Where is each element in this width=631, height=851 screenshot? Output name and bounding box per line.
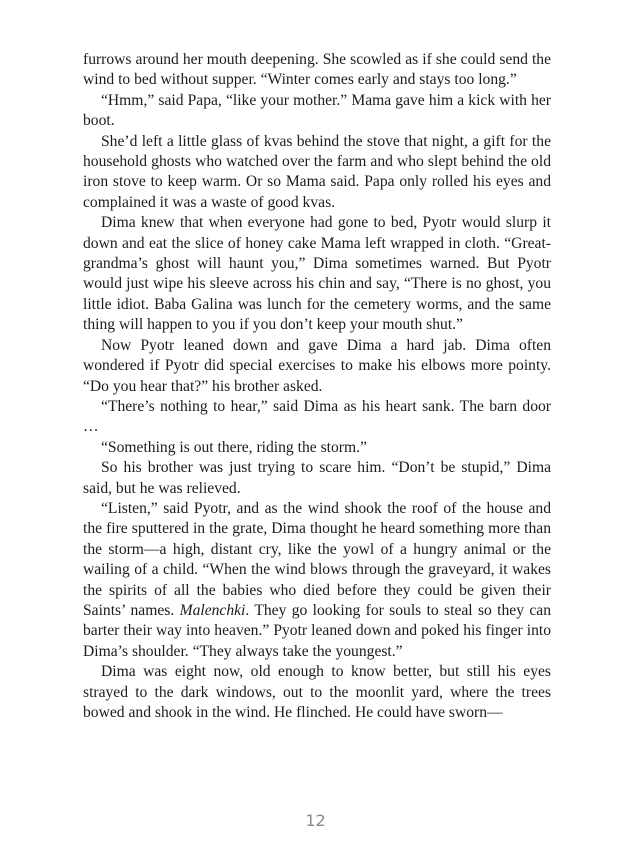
paragraph-5: Now Pyotr leaned down and gave Dima a hard jab. Dima often wondered if Pyotr did special exercises to make his elbows more pointy. “Do you hear that?” his brother asked. [83,336,551,395]
paragraph-2: “Hmm,” said Papa, “like your mother.” Mama gave him a kick with her boot. [83,91,551,130]
paragraph-9 [83,499,551,662]
paragraph-9-text-before: “Listen,” said Pyotr, and as the wind shook the roof of the house and the fire sputtered in the grate, Dima thought he heard something more than the storm—a high, distant cry, like the yowl of a hungry animal or the wailing of a child. “When the wind blows through the graveyard, it wakes the spirits of all the babies who died before they could be given their Saints’ names. [83,499,551,619]
paragraph-4: Dima knew that when everyone had gone to bed, Pyotr would slurp it down and eat the slice of honey cake Mama left wrapped in cloth. “Great-grandma’s ghost will haunt you,” Dima sometimes warned. But Pyotr would just wipe his sleeve across his chin and say, “There is no ghost, you little idiot. Baba Galina was lunch for the cemetery worms, and the same thing will happen to you if you don’t keep your mouth shut.” [83,214,551,334]
paragraph-9-text-after: . They go looking for souls to steal so they can barter their way into heaven.” Pyotr leaned down and poked his finger into Dima’s shoulder. “They always take the youngest.” [83,601,551,660]
italic-word-malenchki: Malenchki [179,601,246,619]
paragraph-10: Dima was eight now, old enough to know better, but still his eyes strayed to the dark windows, out to the moonlit yard, where the trees bowed and shook in the wind. He flinched. He could have sworn— [83,663,551,721]
page-number: 12 [305,811,326,830]
paragraph-8: So his brother was just trying to scare him. “Don’t be stupid,” Dima said, but he was relieved. [83,459,551,497]
paragraph-6: “There’s nothing to hear,” said Dima as his heart sank. The barn door … [83,397,551,436]
paragraph-3: She’d left a little glass of kvas behind the stove that night, a gift for the household ghosts who watched over the farm and who slept behind the old iron stove to keep warm. Or so Mama said. Papa only rolled his eyes and complained it was a waste of good kvas. [83,132,551,211]
body-text [83,50,551,723]
paragraph-1: furrows around her mouth deepening. She scowled as if she could send the wind to bed without supper. “Winter comes early and stays too long.” [83,51,551,89]
paragraph-7: “Something is out there, riding the storm.” [101,438,367,456]
